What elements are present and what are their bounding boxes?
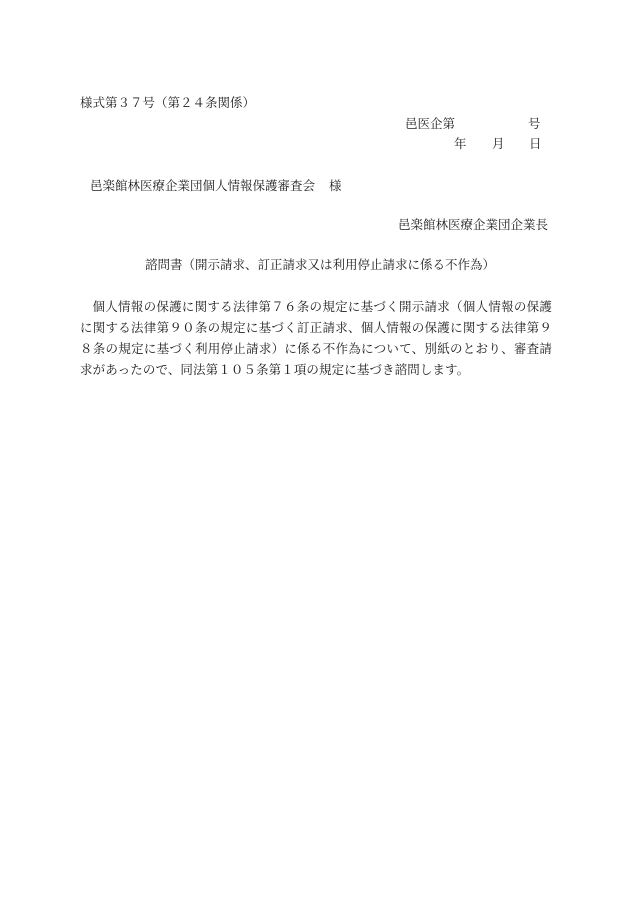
addressee [90, 180, 342, 193]
form-number: 様式第３７号（第２４条関係） [80, 95, 256, 110]
date-day-label: 日 [529, 136, 542, 151]
addressee-name: 邑楽館林医療企業団個人情報保護審査会 [90, 178, 316, 193]
sender: 邑楽館林医療企業団企業長 [398, 217, 549, 232]
document-title: 諮問書（開示請求、訂正請求又は利用停止請求に係る不作為） [145, 257, 496, 272]
date-month-label: 月 [492, 136, 505, 151]
document-number-suffix: 号 [528, 116, 541, 131]
date-year-label: 年 [454, 136, 467, 151]
document-number-prefix: 邑医企第 [405, 116, 456, 131]
addressee-honorific: 様 [329, 178, 342, 193]
body-paragraph: 個人情報の保護に関する法律第７６条の規定に基づく開示請求（個人情報の保護に関する法律第９０条の規定に基づく訂正請求、個人情報の保護に関する法律第９８条の規定に基づく利用停止請求）に係る不作為について、別紙のとおり、審査請求があったので、同法第１０５条第１項の規定に基づき諮問します。 [80, 299, 552, 377]
